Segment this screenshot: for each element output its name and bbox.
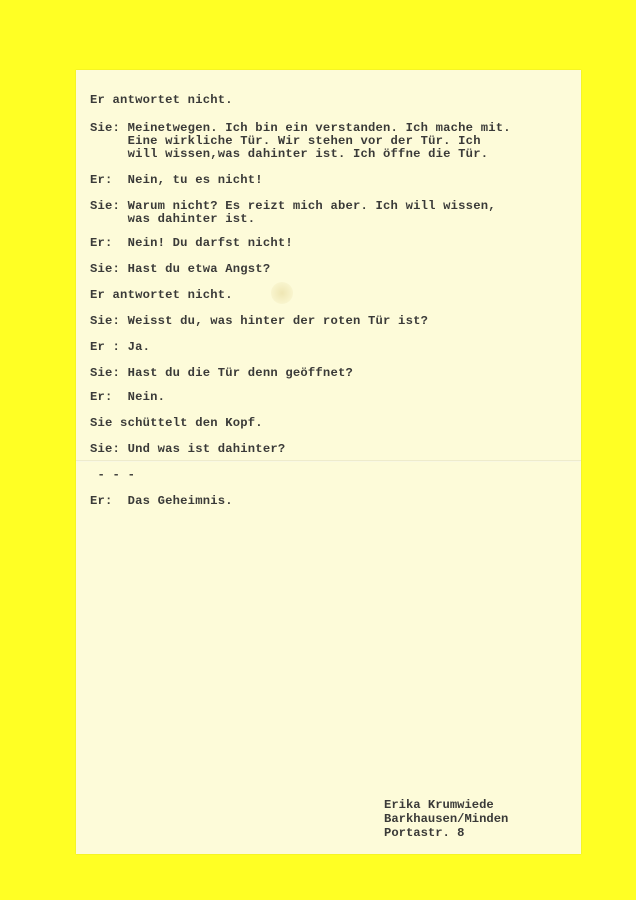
- signature-name: Erika Krumwiede: [384, 798, 494, 812]
- text-line-16: Sie: Und was ist dahinter?: [90, 442, 286, 456]
- text-line-13: Sie: Hast du die Tür denn geöffnet?: [90, 366, 353, 380]
- paper-fold: [76, 460, 581, 462]
- paper-stain: [271, 282, 293, 304]
- text-line-10: Er antwortet nicht.: [90, 288, 233, 302]
- text-line-6: Sie: Warum nicht? Es reizt mich aber. Ich will wissen,: [90, 199, 496, 213]
- text-line-3: Eine wirkliche Tür. Wir stehen vor der Tür. Ich: [90, 134, 481, 148]
- text-line-5: Er: Nein, tu es nicht!: [90, 173, 263, 187]
- signature-street: Portastr. 8: [384, 826, 465, 840]
- text-line-1: Er antwortet nicht.: [90, 93, 233, 107]
- text-line-2: Sie: Meinetwegen. Ich bin ein verstanden. Ich mache mit.: [90, 121, 511, 135]
- text-line-9: Sie: Hast du etwa Angst?: [90, 262, 271, 276]
- text-line-8: Er: Nein! Du darfst nicht!: [90, 236, 293, 250]
- text-line-12: Er : Ja.: [90, 340, 151, 354]
- typewritten-page: [76, 70, 581, 854]
- text-line-17: - - -: [90, 468, 136, 482]
- text-line-18: Er: Das Geheimnis.: [90, 494, 233, 508]
- text-line-7: was dahinter ist.: [90, 212, 256, 226]
- text-line-15: Sie schüttelt den Kopf.: [90, 416, 263, 430]
- text-line-11: Sie: Weisst du, was hinter der roten Tür ist?: [90, 314, 429, 328]
- text-line-14: Er: Nein.: [90, 390, 166, 404]
- signature-town: Barkhausen/Minden: [384, 812, 509, 826]
- text-line-4: will wissen,was dahinter ist. Ich öffne die Tür.: [90, 147, 489, 161]
